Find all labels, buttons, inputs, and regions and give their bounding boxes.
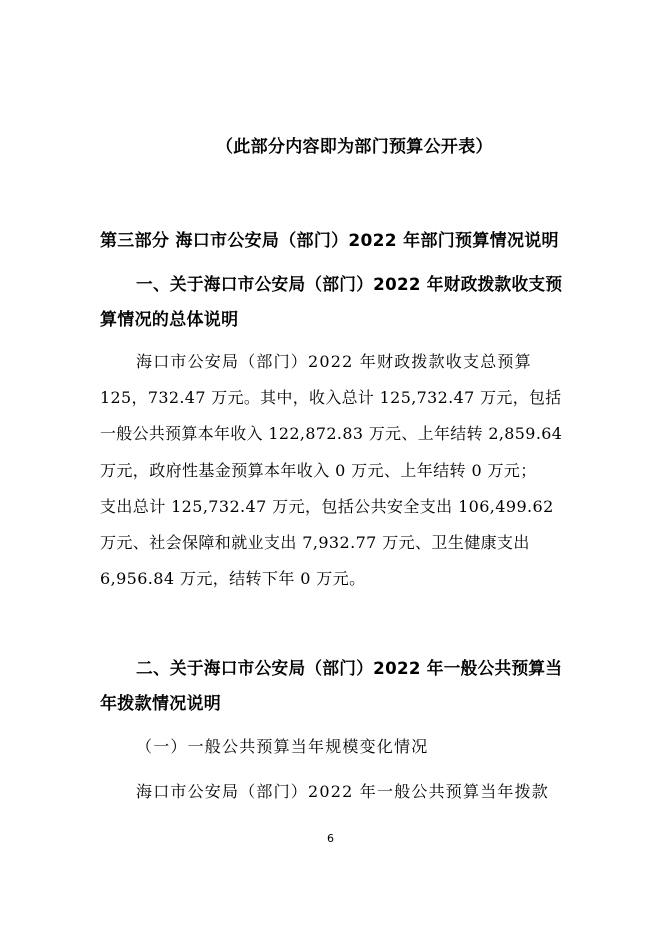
- section-2-heading-line-2: 年拨款情况说明: [100, 694, 222, 714]
- section-1-body-line-6: 万元、社会保障和就业支出 7,932.77 万元、卫生健康支出: [100, 533, 530, 552]
- section-2-subheading: （一）一般公共预算当年规模变化情况: [136, 737, 429, 756]
- section-1-body-line-5: 支出总计 125,732.47 万元，包括公共安全支出 106,499.62: [100, 497, 554, 516]
- section-1-body-line-7: 6,956.84 万元，结转下年 0 万元。: [100, 569, 366, 588]
- section-2-body-line-1: 海口市公安局（部门）2022 年一般公共预算当年拨款: [136, 782, 550, 801]
- section-1-heading-line-1: 一、关于海口市公安局（部门）2022 年财政拨款收支预: [136, 275, 563, 295]
- section-1-body-line-4: 万元，政府性基金预算本年收入 0 万元、上年结转 0 万元；: [100, 461, 537, 480]
- section-1-body-line-3: 一般公共预算本年收入 122,872.83 万元、上年结转 2,859.64: [100, 424, 563, 443]
- part-title: 第三部分 海口市公安局（部门）2022 年部门预算情况说明: [100, 231, 559, 251]
- budget-table-note: （此部分内容即为部门预算公开表）: [216, 137, 493, 157]
- section-2-heading-line-1: 二、关于海口市公安局（部门）2022 年一般公共预算当: [136, 659, 563, 679]
- section-1-body-line-1: 海口市公安局（部门）2022 年财政拨款收支总预算: [136, 352, 532, 371]
- section-1-heading-line-2: 算情况的总体说明: [100, 310, 239, 330]
- section-1-body-line-2: 125，732.47 万元。其中，收入总计 125,732.47 万元，包括: [100, 388, 562, 407]
- page-number: 6: [327, 832, 334, 845]
